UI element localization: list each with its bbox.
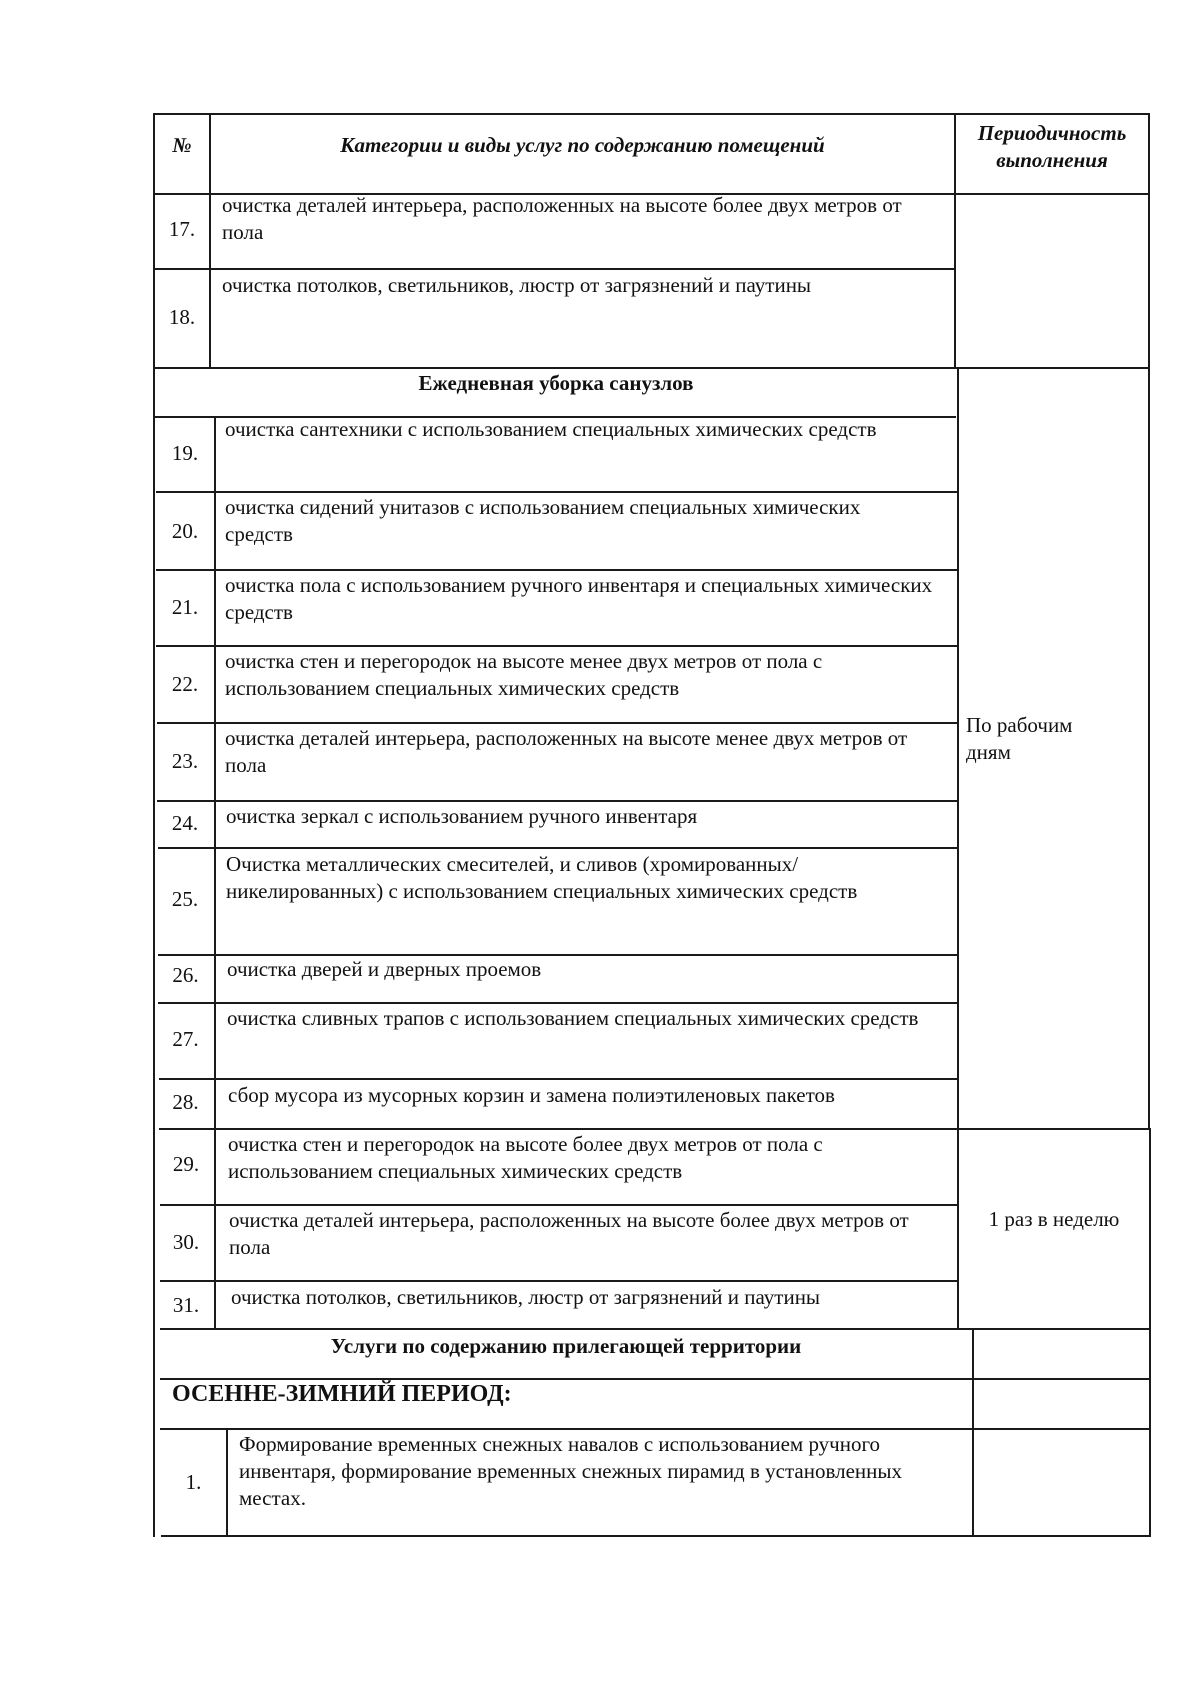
row-number: 27. [172,1027,199,1051]
row-number: 20. [171,519,199,543]
table-border [153,367,1149,369]
table-border [156,645,957,647]
table-border [159,1128,1150,1130]
row-number: 23. [171,749,199,773]
row-number: 30. [172,1230,200,1254]
row-number: 25. [171,887,199,911]
table-border [160,1378,1150,1380]
table-border [160,1204,959,1206]
row-number: 19. [171,441,199,465]
table-border [153,268,956,270]
table-border [159,1078,959,1080]
table-border [160,1280,959,1282]
table-border [214,416,216,1330]
row-text: Формирование временных снежных навалов с использованием ручного инвентаря, формирование временных снежных пирамид в установленных местах. [239,1432,902,1510]
row-text: очистка зеркал с использованием ручного инвентаря [226,804,698,828]
table-border [1148,113,1150,1128]
period-weekly: 1 раз в неделю [988,1207,1120,1231]
section-title: Ежедневная уборка санузлов [418,371,694,395]
table-border [226,1428,228,1537]
table-border [158,1002,957,1004]
table-border [160,1428,1150,1430]
header-period-line1: Периодичность [977,121,1127,145]
section-title: Услуги по содержанию прилегающей территории [330,1334,802,1358]
row-text: очистка деталей интерьера, расположенных на высоте более двух метров от пола [229,1208,909,1259]
table-border [1149,1128,1151,1537]
row-number: 18. [168,305,196,329]
row-text: очистка сливных трапов с использованием специальных химических средств [227,1006,919,1030]
row-text: очистка стен и перегородок на высоте более двух метров от пола с использованием специальных химических средств [228,1132,823,1183]
row-number: 24. [171,811,199,835]
row-number: 1. [185,1470,202,1494]
row-number: 31. [172,1293,200,1317]
row-text: очистка дверей и дверных проемов [227,957,542,981]
row-text: очистка сидений унитазов с использованием специальных химических средств [225,495,861,546]
table-border [156,569,957,571]
header-category: Категории и виды услуг по содержанию помещений [340,133,825,157]
table-border [156,491,957,493]
row-text: очистка деталей интерьера, расположенных на высоте менее двух метров от пола [225,726,908,777]
row-text: Очистка металлических смесителей, и сливов (хромированных/никелированных) с использованием специальных химических средств [226,852,858,903]
row-number: 22. [171,672,199,696]
table-border [972,1328,974,1537]
table-border [161,1535,1150,1537]
row-number: 28. [172,1090,199,1114]
period-workdays: По рабочим дням [966,713,1073,764]
row-number: 21. [171,595,199,619]
row-text: очистка потолков, светильников, люстр от загрязнений и паутины [231,1285,821,1309]
row-text: сбор мусора из мусорных корзин и замена полиэтиленовых пакетов [228,1083,835,1107]
row-text: очистка сантехники с использованием специальных химических средств [225,417,877,441]
season-title: ОСЕННЕ-ЗИМНИЙ ПЕРИОД: [172,1381,512,1407]
header-period-line2: выполнения [996,148,1108,172]
row-text: очистка деталей интерьера, расположенных на высоте более двух метров от пола [222,193,902,244]
row-number: 17. [168,217,196,241]
table-border [160,1328,1150,1330]
row-text: очистка пола с использованием ручного инвентаря и специальных химических средств [225,573,933,624]
row-number: 29. [172,1152,200,1176]
row-number: 26. [172,963,199,987]
table-border [153,113,1149,115]
table-border [957,367,959,1330]
table-border [157,722,957,724]
table-border [157,800,957,802]
row-text: очистка потолков, светильников, люстр от загрязнений и паутины [222,273,812,297]
row-text: очистка стен и перегородок на высоте менее двух метров от пола с использованием специальных химических средств [225,649,823,700]
table-border [158,847,957,849]
header-number: № [172,133,192,157]
